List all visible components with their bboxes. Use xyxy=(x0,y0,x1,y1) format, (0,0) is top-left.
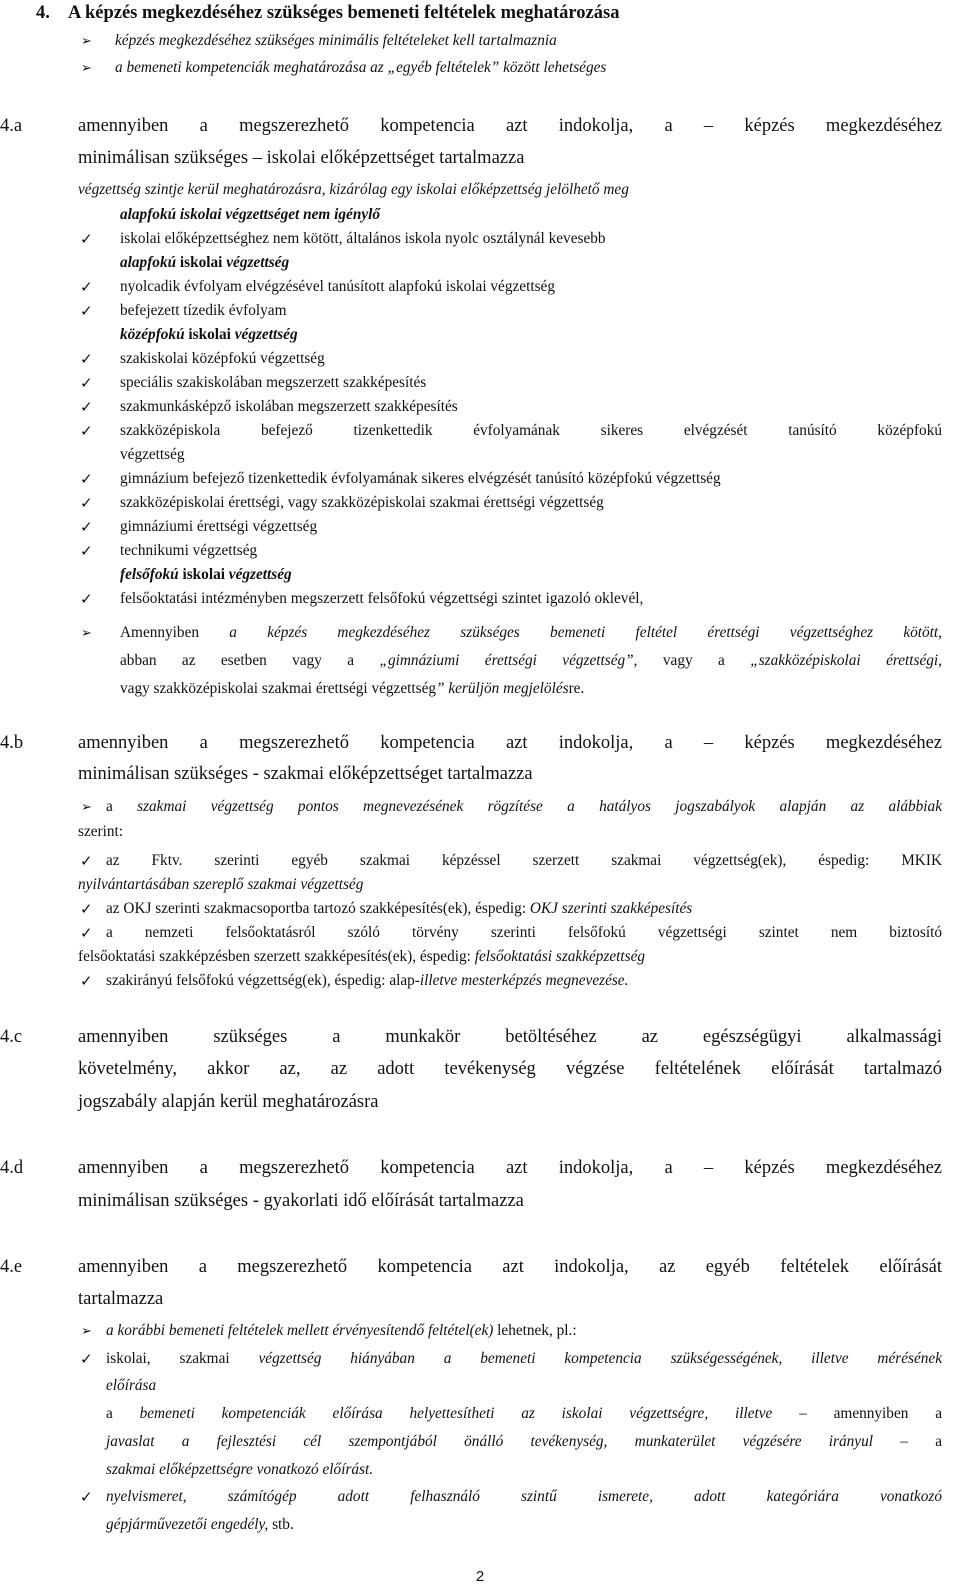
arrow-icon: ➢ xyxy=(81,626,92,641)
arrow-icon: ➢ xyxy=(81,800,92,815)
check-icon: ✓ xyxy=(80,302,93,320)
check-icon: ✓ xyxy=(80,518,93,536)
arrow-icon: ➢ xyxy=(81,1324,92,1339)
page-number: 2 xyxy=(475,1568,485,1585)
check-icon: ✓ xyxy=(80,278,93,296)
check-icon: ✓ xyxy=(80,1350,93,1368)
check-icon: ✓ xyxy=(80,374,93,392)
check-icon: ✓ xyxy=(80,398,93,416)
check-icon: ✓ xyxy=(80,494,93,512)
check-icon: ✓ xyxy=(80,972,93,990)
check-icon: ✓ xyxy=(80,230,93,248)
heading-title: A képzés megkezdéséhez szükséges bemeneti feltételek meghatározása xyxy=(68,3,620,23)
section-label: 4.c xyxy=(0,1027,23,1047)
check-icon: ✓ xyxy=(80,542,93,560)
section-label: 4.b xyxy=(0,733,24,753)
arrow-icon: ➢ xyxy=(81,34,92,49)
arrow-icon: ➢ xyxy=(81,61,92,76)
check-icon: ✓ xyxy=(80,1488,93,1506)
check-icon: ✓ xyxy=(80,350,93,368)
section-label: 4.d xyxy=(0,1158,24,1178)
check-icon: ✓ xyxy=(80,590,93,608)
section-label: 4.e xyxy=(0,1257,23,1277)
check-icon: ✓ xyxy=(80,470,93,488)
heading-number: 4. xyxy=(36,3,50,23)
check-icon: ✓ xyxy=(80,422,93,440)
document-page: 4. A képzés megkezdéséhez szükséges bemeneti feltételek meghatározása ➢ képzés megkezdéséhez szükséges minimális feltételeket kell tartalmaznia ➢ a bemeneti kompetenciák meghatározása az „egyéb feltételek” között lehetséges 4.a amennyiben a megszerezhető kompetencia azt indokolja, a – képzés megkezdéséhez minimálisan szükséges – iskolai előképzettséget tartalmazza végzettség szintje kerül meghatározásra, kizárólag egy iskolai előképzettség jelölhető meg alapfokú iskolai végzettséget nem igénylő ✓ iskolai előképzettséghez nem kötött, általános iskola nyolc osztálynál kevesebb alapfokú iskolai végzettség ✓ nyolcadik évfolyam elvégzésével tanúsított alapfokú iskolai végzettség ✓ befejezett tízedik évfolyam középfokú iskolai végzettség ✓ szakiskolai középfokú végzettség ✓ speciális szakiskolában megszerzett szakképesítés ✓ szakmunkásképző iskolában megszerzett szakképesítés ✓ szakközépiskola befejező tizenkettedik évfolyamának sikeres elvégzését tanúsító középfokú végzettség ✓ gimnázium befejező tizenkettedik évfolyamának sikeres elvégzését tanúsító középfokú végzettség ✓ szakközépiskolai érettségi, vagy szakközépiskolai szakmai érettségi végzettség ✓ gimnáziumi érettségi végzettség ✓ technikumi végzettség felsőfokú iskolai végzettség ✓ felsőoktatási intézményben megszerzett felsőfokú végzettségi szintet igazoló oklevél, ➢ Amennyiben a képzés megkezdéséhez szükséges bemeneti feltétel érettségi végzettséghez kötött, abban az esetben vagy a „gimnáziumi érettségi végzettség”, vagy a „szakközépiskolai érettségi, vagy szakközépiskolai szakmai érettségi végzettség” kerüljön megjelölésre. 4.b amennyiben a megszerezhető kompetencia azt indokolja, a – képzés megkezdéséhez minimálisan szükséges - szakmai előképzettséget tartalmazza ➢ a szakmai végzettség pontos megnevezésének rögzítése a hatályos jogszabályok alapján az alábbiak szerint: ✓ az Fktv. szerinti egyéb szakmai képzéssel szerzett szakmai végzettség(ek), éspedig: MKIK nyilvántartásában szereplő szakmai végzettség ✓ az OKJ szerinti szakmacsoportba tartozó szakképesítés(ek), éspedig: OKJ szerinti szakképesítés ✓ a nemzeti felsőoktatásról szóló törvény szerinti felsőfokú végzettségi szintet nem biztosító felsőoktatási szakképzésben szerzett szakképesítés(ek), éspedig: felsőoktatási szakképzettség ✓ szakirányú felsőfokú végzettség(ek), éspedig: alap-illetve mesterképzés megnevezése. 4.c amennyiben szükséges a munkakör betöltéséhez az egészségügyi alkalmassági követelmény, akkor az, az adott tevékenység végzése feltételének előírását tartalmazó jogszabály alapján kerül meghatározásra 4.d amennyiben a megszerezhető kompetencia azt indokolja, a – képzés megkezdéséhez minimálisan szükséges - gyakorlati idő előírását tartalmazza 4.e amennyiben a megszerezhető kompetencia azt indokolja, az egyéb feltételek előírását tartalmazza ➢ a korábbi bemeneti feltételek mellett érvényesítendő feltétel(ek) lehetnek, pl.: ✓ iskolai, szakmai végzettség hiányában a bemeneti kompetencia szükségességének, illetve mérésének előírása a bemeneti kompetenciák előírása helyettesítheti az iskolai végzettségre, illetve – amennyiben a javaslat a fejlesztési cél szempontjából önálló tevékenység, munkaterület végzésére irányul – a szakmai előképzettségre vonatkozó előírást. ✓ nyelvismeret, számítógép adott felhasználó szintű ismerete, adott kategóriára vonatkozó gépjárművezetői engedély, stb. 2 xyxy=(0,0,960,1592)
section-label: 4.a xyxy=(0,116,23,136)
check-icon: ✓ xyxy=(80,924,93,942)
check-icon: ✓ xyxy=(80,900,93,918)
check-icon: ✓ xyxy=(80,852,93,870)
